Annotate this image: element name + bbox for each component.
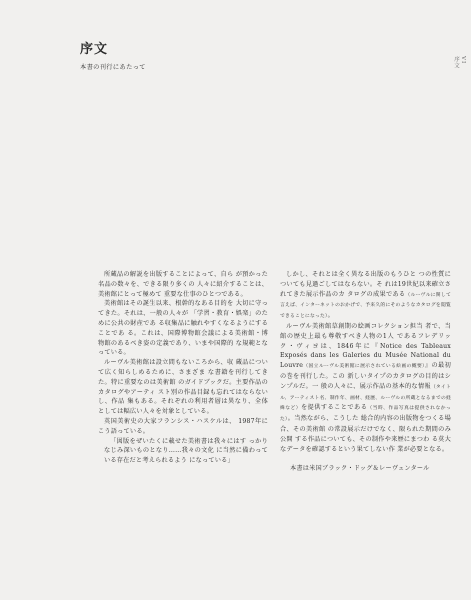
paragraph: 英国美術史の大家フランシス・ハスケルは、 1987年にこう語っている。 (98, 417, 268, 435)
paragraph-text: を提供することである (300, 404, 368, 412)
paragraph: 美術館はその誕生以来、根幹的なある目的を 大切に守ってきた。それは、一般の人々が 「学習・教育・娯楽」のために公共の財産であ る収集品に触れやすくなるようにすることであ る。これは、国際博物館会議による美術館・博 物館のあるべき姿の定義であり、いまや国際的 な規範となっている。 (98, 300, 268, 357)
paragraph-text: 。当然ながら、こうした 総合的内容の出版物をつくる場合、その美術館 の常設展示だけでなく、限られた期間のみ公開 する作品についても、その制作や来歴にまつわ る莫大なデータを確認するという果てしない作 業が必要となる。 (280, 415, 451, 453)
paragraph (280, 322, 451, 454)
inline-note: （国立ルーヴル美術館に展示されている絵画の概要） (303, 364, 425, 370)
paragraph-text: 。 (327, 312, 334, 320)
inline-note: （タイトル、アーティスト名、制作年、画材、経歴、ルーヴルの所蔵となるまでの経緯など） (280, 384, 451, 412)
paragraph-text: ルーヴル美術館草創期の絵画コレクション担当 者で、当館の歴史上最も尊敬すべき人物の1人 であるフレデリック・ヴィヨは、1846年に『Notice des Tableaux Exposés dans les Galeries du Musée National du Louvre (280, 322, 451, 370)
page-subtitle: 本書の刊行にあたって (80, 64, 146, 71)
inline-note: （当時、作品写真は提供されなかった） (280, 406, 452, 423)
block-quote: 「図版をぜいたくに載せた美術書は我々にはす っかりなじみ深いものとなり……我々の文化 に当然に備わっている存在だと考えられるよう になっている」 (104, 437, 268, 465)
inline-note: （ルーヴルに関して言えば、インターネットのおかげで、予来久的にそのようなカタログを閲覧できることになった） (280, 292, 451, 320)
running-head (452, 56, 466, 70)
paragraph-text: しかし、それとは全く異なる出版のもうひと つの性質についても見過ごしてはならない。そ れは19世紀以来確立されてきた展示作品のカ タログの成果である (280, 271, 451, 298)
page-title: 序文 (80, 42, 109, 57)
paragraph (280, 270, 451, 322)
paragraph: ルーヴル美術館は設立間もないころから、収 蔵品について広く知らしめるために、さまざま な書籍を刊行してきた。特に重要なのは美術館 のガイドブックだ。主要作品のカタログやアーティ スト別の作品目録も忘れてはならないし、作品 集もある。それぞれの利用者層は異なり、全体 としては幅広い人々を対象としている。 (98, 359, 268, 416)
heading-block (80, 42, 146, 71)
right-column (280, 270, 451, 474)
paragraph: 所蔵品の解説を出版することによって、自ら が預かった名品の数々を、できる限り多くの 人々に紹介することは、美術館にとって極めて 重要な仕事のひとつである。 (98, 271, 268, 298)
page-number: VI (460, 56, 466, 65)
closing-line: 本書は米国ブラック・ドッグ＆レーヴェンタール (290, 465, 430, 473)
left-column (98, 270, 268, 466)
running-head-label: 序文 (453, 56, 459, 69)
paragraph-text: 』の最初の巻を刊行した。この 新しいタイプのカタログの目的はシンプルだ。一 般の人々に、展示作品の基本的な情報 (280, 362, 451, 390)
